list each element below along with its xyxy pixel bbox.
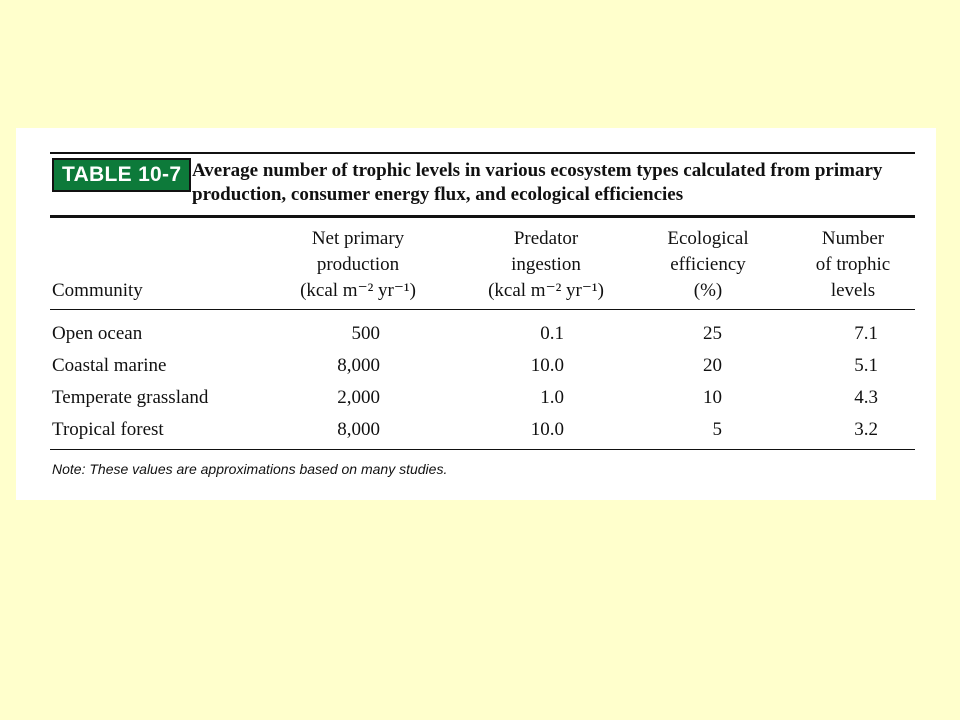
cell-community: Coastal marine — [52, 355, 167, 376]
top-rule — [50, 152, 915, 154]
cell-community: Temperate grassland — [52, 387, 209, 408]
header-line: Predator — [513, 228, 579, 249]
table-row — [16, 382, 936, 414]
header-line: (kcal m⁻² yr⁻¹) — [300, 280, 416, 301]
cell-predator-ingestion: 0.1 — [540, 323, 564, 344]
header-line: Number — [821, 228, 885, 249]
cell-net-primary-production: 8,000 — [337, 355, 380, 376]
cell-ecological-efficiency: 20 — [703, 355, 722, 376]
table-title: Average number of trophic levels in various ecosystem types calculated from primary production, consumer energy flux, and ecological efficiencies — [192, 160, 883, 205]
cell-ecological-efficiency: 25 — [703, 323, 722, 344]
header-predator-ingestion — [471, 226, 621, 304]
cell-ecological-efficiency: 5 — [712, 419, 722, 440]
cell-trophic-levels: 7.1 — [854, 323, 878, 344]
header-line: ingestion — [511, 254, 581, 275]
header-rule — [50, 309, 915, 310]
bottom-rule — [50, 449, 915, 450]
cell-net-primary-production: 2,000 — [337, 387, 380, 408]
header-net-primary-production — [278, 226, 438, 304]
table-panel — [16, 128, 936, 500]
header-line: (kcal m⁻² yr⁻¹) — [488, 280, 604, 301]
table-row — [16, 414, 936, 446]
cell-predator-ingestion: 10.0 — [530, 355, 564, 376]
header-line: (%) — [693, 280, 723, 301]
cell-ecological-efficiency: 10 — [703, 387, 722, 408]
header-community: Community — [52, 280, 143, 301]
title-rule — [50, 215, 915, 218]
header-ecological-efficiency — [648, 226, 768, 304]
table-footnote: Note: These values are approximations based on many studies. — [52, 461, 448, 477]
table-row — [16, 318, 936, 350]
header-line: Net primary — [311, 228, 405, 249]
table-body — [16, 318, 936, 446]
header-trophic-levels — [798, 226, 908, 304]
cell-trophic-levels: 4.3 — [854, 387, 878, 408]
cell-net-primary-production: 500 — [351, 323, 380, 344]
cell-net-primary-production: 8,000 — [337, 419, 380, 440]
cell-community: Tropical forest — [52, 419, 164, 440]
header-line: production — [316, 254, 400, 275]
header-line: of trophic — [815, 254, 891, 275]
cell-trophic-levels: 3.2 — [854, 419, 878, 440]
table-number-badge: TABLE 10-7 — [52, 158, 191, 192]
cell-predator-ingestion: 10.0 — [530, 419, 564, 440]
header-line: Ecological — [667, 228, 749, 249]
header-line: efficiency — [670, 254, 746, 275]
cell-community: Open ocean — [52, 323, 143, 344]
cell-predator-ingestion: 1.0 — [540, 387, 564, 408]
cell-trophic-levels: 5.1 — [854, 355, 878, 376]
header-line: levels — [830, 280, 876, 301]
table-row — [16, 350, 936, 382]
